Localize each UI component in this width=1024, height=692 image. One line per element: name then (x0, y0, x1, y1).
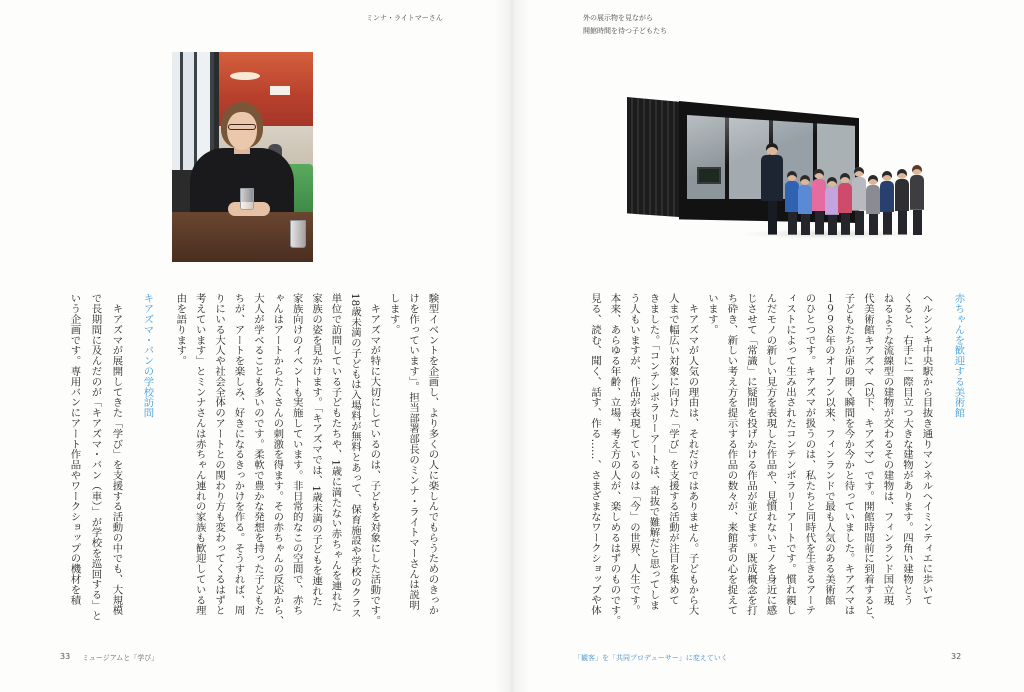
text-column: ちが、アートを楽しみ、好きになるきっかけを作る。そうすれば、周 (232, 293, 245, 616)
photo-caption-right (583, 12, 667, 38)
text-column: 考えています」とミンナさんは赤ちゃん連れの家族も歓迎している理 (193, 293, 206, 616)
text-column: ヘルシンキ中央駅から目抜き通りマンネルヘイミンティエに歩いて (920, 293, 933, 605)
photo-caption-left: ミンナ・ライトマーさん (366, 14, 443, 22)
child-figure (880, 181, 894, 235)
text-column: ねるような流線型の建物が交わるその建物は、フィンランド国立現 (881, 293, 894, 605)
text-column: ィストによって生み出されたコンテンポラリーアートです。慣れ親し (784, 293, 796, 616)
gutter-shadow (494, 0, 530, 692)
text-column: 18歳未満の子どもは入場料が無料とあって、保育施設や学校のクラス (348, 293, 361, 619)
text-column: 大人が学べることも多いのです。柔軟で豊かな発想を持った子どもた (251, 293, 264, 616)
section-heading-left: キアズマ・バンの学校訪問 (141, 293, 154, 418)
drinking-glass (290, 220, 306, 248)
child-figure (798, 185, 812, 235)
text-column: りにいる大人や社会全体のアートとの関わり方も変わってくるはずと (213, 293, 226, 616)
text-column: 験型イベントを企画し、より多くの人に楽しんでもらうためのきっか (426, 293, 439, 616)
text-column: 代美術館キアズマ（以下、キアズマ）です。開館時間前に到着すると、 (862, 293, 874, 626)
portrait-photo (172, 52, 313, 262)
text-column: きました。「コンテンポラリーアートは、奇抜で難解だと思ってしま (647, 293, 660, 611)
container-photo (627, 95, 925, 243)
text-column: 家族の姿を見かけます。「キアズマでは、1歳未満の子どもを連れた (310, 293, 323, 607)
text-column: 単位で訪問している子どもたちや、1歳に満たない赤ちゃんを連れた (329, 293, 342, 612)
text-column: います。 (706, 293, 718, 335)
wall-sign (270, 86, 290, 95)
photo-caption-line: 開館時間を待つ子どもたち (583, 27, 667, 35)
display-screen (697, 167, 721, 184)
text-column: します。 (387, 293, 400, 335)
ceiling-light (230, 72, 260, 80)
text-column: ち砕き、新しい考え方を提示する作品の数々が、来館者の心を捉えて (725, 293, 738, 616)
text-column: 見る、読む、聞く、話す、作る……、さまざまなワークショップや体 (589, 293, 601, 616)
text-column: んだモノの新しい見方を表現した作品や、見慣れないモノを身近に感 (764, 293, 777, 616)
text-column: のひとつです。キアズマが扱うのは、私たちと同時代を生きるアーテ (803, 293, 816, 616)
text-column: う人もいますが、作品が表現しているのは「今」の世界、人生です。 (628, 293, 640, 616)
page-number-right: 32 (951, 652, 962, 661)
text-column: １９９８年のオープン以来、フィンランドで最も人気のある美術館 (823, 293, 835, 605)
text-column: キアズマが展開してきた「学び」を支援する活動の中でも、大規模 (110, 293, 123, 616)
text-column: いう企画です。専用バンにアート作品やワークショップの機材を積 (68, 293, 81, 605)
child-figure (910, 175, 924, 235)
text-column: 本来、あらゆる年齢、立場、考え方の人が、楽しめるはずのものです。 (608, 293, 621, 626)
running-title-left: ミュージアムと「学び」 (82, 654, 159, 662)
container-end-wall (627, 97, 679, 217)
running-title-right: 「観客」を「共同プロデューサー」に変えていく (574, 654, 728, 662)
child-figure (866, 185, 880, 235)
text-column: で長期間に及んだのが「キアズマ・バン（車）」が学校を巡回する」と (89, 293, 102, 621)
photo-caption-line: 外の展示物を見ながら (583, 14, 653, 22)
text-column: ゃんはアートからたくさんの刺激を得ます。その赤ちゃんの反応から、 (271, 293, 284, 626)
page-number-left: 33 (60, 652, 71, 661)
eyeglasses (228, 124, 256, 130)
text-column: 家族向けのイベントも実施しています。非日常的なこの空間で、赤ち (290, 293, 303, 616)
person-face (227, 112, 257, 150)
child-figure (785, 181, 799, 235)
adult-figure (761, 155, 783, 235)
section-heading-right: 赤ちゃんを歓迎する美術館 (952, 293, 965, 418)
child-figure (825, 187, 839, 235)
child-figure (852, 177, 866, 235)
text-column: キアズマが人気の理由は、それだけではありません。子どもから大 (686, 293, 699, 616)
text-column: くると、右手に一際目立つ大きな建物があります。四角い建物とう (901, 293, 913, 605)
text-column: けを作っています」。担当部署部長のミンナ・ライトマーさんは説明 (407, 293, 420, 611)
text-column: 由を語ります。 (174, 293, 187, 366)
child-figure (812, 179, 826, 235)
text-column: キアズマが特に大切にしているのは、子どもを対象にした活動です。 (368, 293, 381, 626)
text-column: じさせて「常識」に疑問を投げかける作品が並びます。既成概念を打 (745, 293, 757, 616)
text-column: 人まで幅広い対象に向けた「学び」を支援する活動が注目を集めて (667, 293, 679, 605)
child-figure (895, 179, 909, 235)
held-glass (240, 188, 254, 210)
child-figure (838, 183, 852, 235)
text-column: 子どもたちが扉の開く瞬間を今か今かと待っていました。キアズマは (842, 293, 855, 616)
